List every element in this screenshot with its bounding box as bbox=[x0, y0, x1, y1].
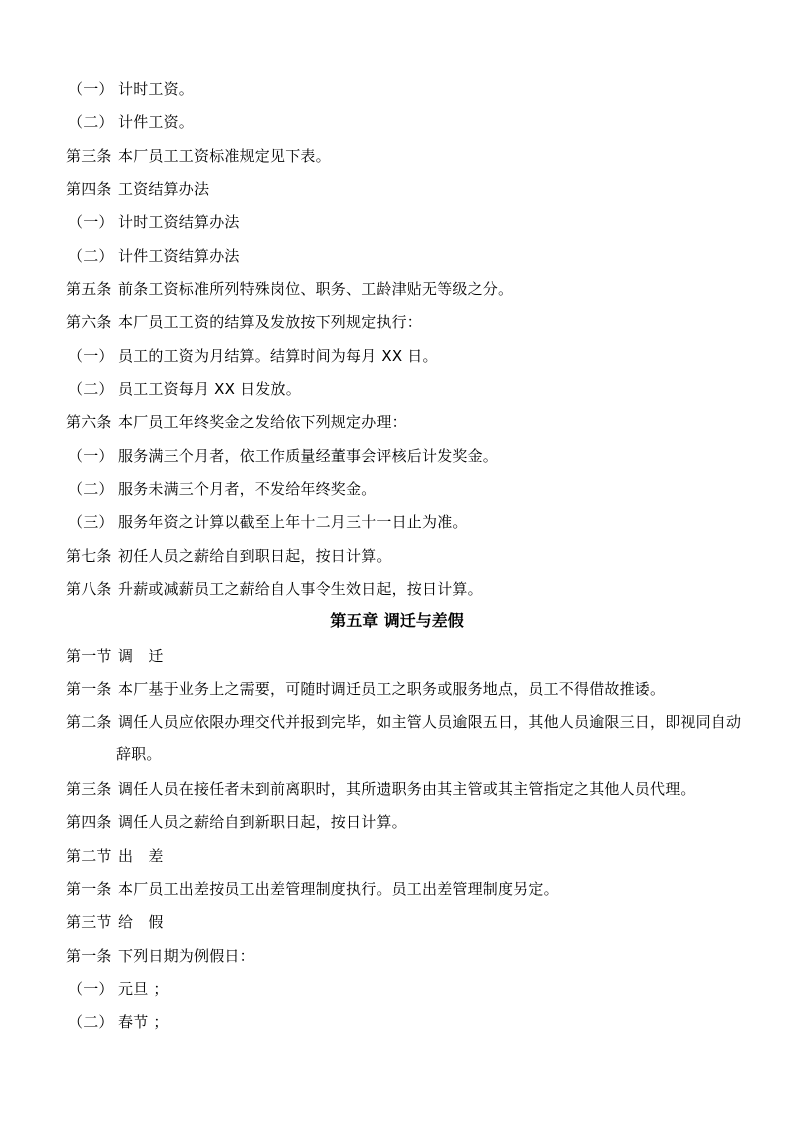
clause-line bbox=[66, 179, 209, 199]
clause-text: 前条工资标准所列特殊岗位、职务、工龄津贴无等级之分。 bbox=[118, 280, 514, 298]
clause-line bbox=[68, 112, 194, 132]
clause-label: 第八条 bbox=[66, 580, 112, 598]
section-label: 第二节 bbox=[66, 847, 112, 865]
clause-label: 第三条 bbox=[66, 147, 112, 165]
clause-continuation bbox=[116, 744, 162, 764]
clause-line bbox=[68, 446, 498, 466]
clause-label: （一） bbox=[68, 347, 114, 365]
clause-line bbox=[66, 579, 483, 599]
clause-text: 计时工资。 bbox=[118, 80, 195, 98]
clause-line bbox=[66, 412, 407, 432]
clause-text: 调任人员应依限办理交代并报到完毕，如主管人员逾限五日，其他人员逾限三日，即视同自动 bbox=[118, 713, 742, 731]
clause-text: 计件工资结算办法 bbox=[118, 247, 240, 265]
clause-line bbox=[66, 279, 513, 299]
clause-label: （三） bbox=[68, 513, 114, 531]
clause-line bbox=[68, 479, 376, 499]
clause-text: 服务年资之计算以截至上年十二月三十一日止为准。 bbox=[118, 513, 468, 531]
clause-label: （一） bbox=[68, 213, 114, 231]
clause-label: （二） bbox=[68, 247, 114, 265]
clause-label: 第六条 bbox=[66, 413, 112, 431]
clause-line bbox=[68, 379, 301, 399]
clause-text: 本厂员工工资的结算及发放按下列规定执行： bbox=[118, 313, 423, 331]
clause-label: 第六条 bbox=[66, 313, 112, 331]
clause-text: 服务未满三个月者，不发给年终奖金。 bbox=[118, 480, 377, 498]
clause-label: （一） bbox=[68, 980, 114, 998]
clause-label: （二） bbox=[68, 113, 114, 131]
clause-line bbox=[68, 79, 194, 99]
clause-line bbox=[66, 812, 407, 832]
clause-text: 服务满三个月者，依工作质量经董事会评核后计发奖金。 bbox=[118, 447, 499, 465]
clause-label: 第五条 bbox=[66, 280, 112, 298]
clause-text: 本厂基于业务上之需要，可随时调迁员工之职务或服务地点，员工不得借故推诿。 bbox=[118, 680, 666, 698]
clause-line bbox=[66, 879, 559, 899]
clause-label: （二） bbox=[68, 480, 114, 498]
section-label: 第三节 bbox=[66, 913, 112, 931]
section-line bbox=[66, 846, 164, 866]
clause-line bbox=[66, 146, 331, 166]
clause-label: 第三条 bbox=[66, 780, 112, 798]
clause-label: 第二条 bbox=[66, 713, 112, 731]
clause-text: 计件工资。 bbox=[118, 113, 195, 131]
clause-label: 第一条 bbox=[66, 947, 112, 965]
clause-label: （一） bbox=[68, 80, 114, 98]
clause-label: （二） bbox=[68, 1013, 114, 1031]
clause-line bbox=[66, 779, 696, 799]
clause-text: 元旦 ； bbox=[118, 980, 169, 998]
clause-line bbox=[66, 312, 422, 332]
clause-line bbox=[66, 946, 255, 966]
section-text: 调 迁 bbox=[118, 647, 164, 665]
clause-text: 调任人员在接任者未到前离职时，其所遗职务由其主管或其主管指定之其他人员代理。 bbox=[118, 780, 696, 798]
chapter-heading: 第五章 调迁与差假 bbox=[330, 611, 464, 630]
clause-text: 初任人员之薪给自到职日起，按日计算。 bbox=[118, 547, 392, 565]
clause-text: 员工工资每月 XX 日发放。 bbox=[118, 380, 301, 398]
section-text: 给 假 bbox=[118, 913, 164, 931]
clause-line bbox=[68, 212, 240, 232]
clause-label: 第四条 bbox=[66, 180, 112, 198]
clause-label: 第一条 bbox=[66, 680, 112, 698]
clause-label: 第四条 bbox=[66, 813, 112, 831]
clause-text: 本厂员工年终奖金之发给依下列规定办理： bbox=[118, 413, 407, 431]
section-line bbox=[66, 646, 164, 666]
clause-label: 第七条 bbox=[66, 547, 112, 565]
clause-text: 本厂员工出差按员工出差管理制度执行。员工出差管理制度另定。 bbox=[118, 880, 559, 898]
section-text: 出 差 bbox=[118, 847, 164, 865]
clause-text: 调任人员之薪给自到新职日起，按日计算。 bbox=[118, 813, 407, 831]
clause-text: 升薪或减薪员工之薪给自人事令生效日起，按日计算。 bbox=[118, 580, 483, 598]
section-label: 第一节 bbox=[66, 647, 112, 665]
clause-label: （一） bbox=[68, 447, 114, 465]
clause-line bbox=[68, 346, 438, 366]
clause-line bbox=[68, 1012, 169, 1032]
clause-label: 第一条 bbox=[66, 880, 112, 898]
section-line bbox=[66, 912, 164, 932]
clause-line bbox=[66, 679, 665, 699]
clause-text: 下列日期为例假日： bbox=[118, 947, 255, 965]
clause-line bbox=[68, 979, 169, 999]
clause-text: 计时工资结算办法 bbox=[118, 213, 240, 231]
clause-line bbox=[68, 512, 468, 532]
clause-text: 辞职。 bbox=[116, 745, 162, 763]
clause-text: 本厂员工工资标准规定见下表。 bbox=[118, 147, 331, 165]
clause-line bbox=[66, 546, 392, 566]
clause-text: 工资结算办法 bbox=[118, 180, 210, 198]
clause-line bbox=[68, 246, 240, 266]
clause-text: 春节 ； bbox=[118, 1013, 169, 1031]
clause-line bbox=[66, 712, 741, 732]
clause-label: （二） bbox=[68, 380, 114, 398]
clause-text: 员工的工资为月结算。结算时间为每月 XX 日。 bbox=[118, 347, 438, 365]
